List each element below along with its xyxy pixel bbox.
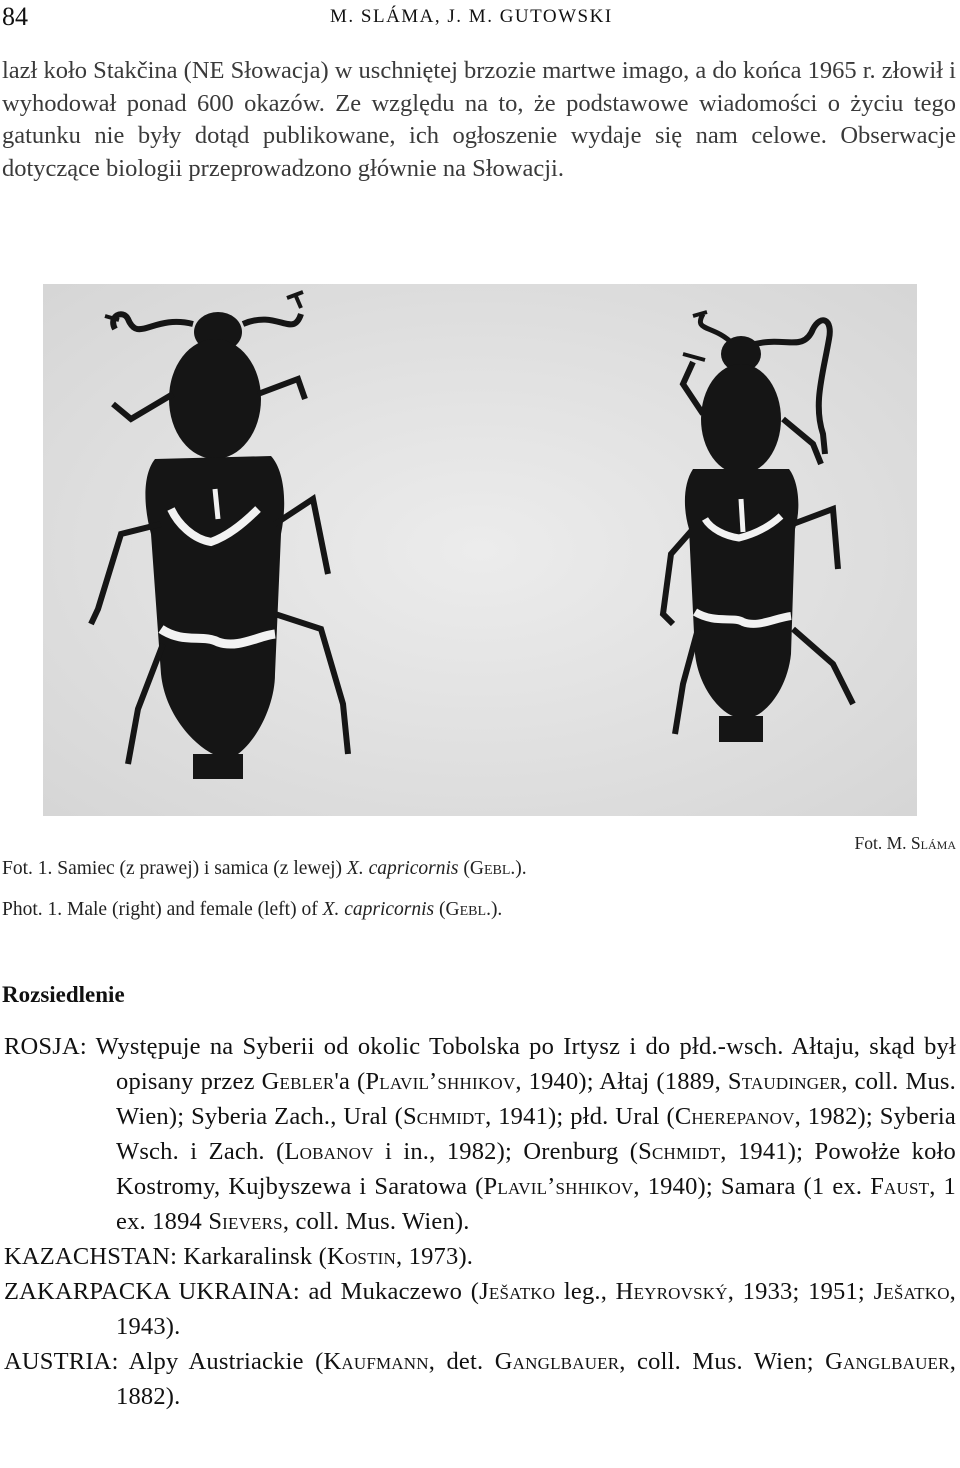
distribution-entry xyxy=(4,1239,956,1274)
entry-text: AUSTRIA: Alpy Austriackie ( xyxy=(4,1348,324,1375)
caption-pl-text: Samiec (z prawej) i samica (z lewej) xyxy=(57,858,343,879)
photo-credit-name: Sláma xyxy=(910,833,956,853)
author-name: Cherepanov xyxy=(674,1103,795,1130)
distribution-list xyxy=(4,1029,956,1414)
author-name: Heyrovský xyxy=(615,1278,728,1305)
caption-pl-author-open: ( xyxy=(463,858,470,879)
entry-text: , 1933; 1951; xyxy=(727,1278,874,1305)
entry-text: , det. xyxy=(428,1348,495,1375)
running-head-authors: M. SLÁMA, J. M. GUTOWSKI xyxy=(330,6,613,27)
page-header xyxy=(0,0,960,40)
entry-text: leg., xyxy=(555,1278,616,1305)
caption-pl-author-close: .). xyxy=(510,858,527,879)
caption-en-label: Phot. 1. xyxy=(2,899,63,920)
author-name: Plavil’shhikov xyxy=(365,1068,516,1095)
entry-text: ROSJA: Występuje na Syberii od okolic Tobolska po Irtysz i do płd.-wsch. Ałtaju, skąd był opisany przez xyxy=(4,1033,956,1095)
caption-en-species: X. capricornis xyxy=(322,899,435,920)
author-name: Staudinger xyxy=(727,1068,842,1095)
entry-text: , 1941); płd. Ural ( xyxy=(485,1103,675,1130)
caption-en-author-close: .). xyxy=(486,899,503,920)
author-name: Kostin xyxy=(327,1243,396,1270)
author-name: Faust xyxy=(870,1173,930,1200)
intro-paragraph xyxy=(2,55,956,185)
author-name: Schmidt xyxy=(638,1138,721,1165)
author-name: Ješatko xyxy=(873,1278,950,1305)
author-name: Ganglbauer xyxy=(825,1348,950,1375)
photo-credit-prefix: Fot. M. xyxy=(854,833,907,853)
intro-text: lazł koło Stakčina (NE Słowacja) w uschniętej brzozie martwe imago, a do końca 1965 r. złowił i wyhodował ponad 600 okazów. Ze względu na to, że podstawowe wiadomości o życiu tego gatunku nie były dotąd publikowane, ich ogłoszenie wydaje się nam celowe. Obserwacje dotyczące biologii przeprowadzono głównie na Słowacji. xyxy=(2,57,956,182)
author-name: Plavil’shhikov xyxy=(483,1173,634,1200)
entry-text: , coll. Mus. Wien); Syberia Zach., Ural ( xyxy=(116,1068,956,1130)
entry-text: , 1940); Samara (1 ex. xyxy=(633,1173,871,1200)
entry-text: ZAKARPACKA UKRAINA: ad Mukaczewo ( xyxy=(4,1278,480,1305)
entry-text: , 1882). xyxy=(116,1348,957,1410)
beetle-specimens-illustration xyxy=(43,284,917,816)
author-name: Ješatko xyxy=(479,1278,556,1305)
entry-text: , coll. Mus. Wien; xyxy=(619,1348,826,1375)
caption-en-author-open: ( xyxy=(439,899,446,920)
figure-caption-english xyxy=(2,899,502,921)
page-number: 84 xyxy=(2,2,28,31)
figure-caption-polish xyxy=(2,858,527,880)
author-name: Gebler xyxy=(261,1068,335,1095)
distribution-entry xyxy=(4,1029,956,1239)
author-name: Ganglbauer xyxy=(494,1348,620,1375)
entry-text: , 1973). xyxy=(396,1243,474,1270)
distribution-entry xyxy=(4,1274,956,1344)
caption-pl-species: X. capricornis xyxy=(346,858,459,879)
photo-credit xyxy=(855,833,956,854)
caption-pl-author: Gebl xyxy=(469,858,511,879)
caption-en-text: Male (right) and female (left) of xyxy=(67,899,318,920)
entry-text: , 1943). xyxy=(116,1278,956,1340)
entry-text: , 1 ex. 1894 xyxy=(116,1173,957,1235)
entry-text: , 1940); Ałtaj (1889, xyxy=(515,1068,728,1095)
entry-text: KAZACHSTAN: Karkaralinsk ( xyxy=(4,1243,328,1270)
beetle-photograph xyxy=(43,284,917,816)
distribution-entry xyxy=(4,1344,956,1414)
author-name: Lobanov xyxy=(284,1138,374,1165)
author-name: Schmidt xyxy=(402,1103,486,1130)
caption-en-author: Gebl xyxy=(445,899,487,920)
entry-text: , 1982); Syberia Wsch. i Zach. ( xyxy=(116,1103,957,1165)
entry-text: i in., 1982); Orenburg ( xyxy=(373,1138,639,1165)
entry-text: , coll. Mus. Wien). xyxy=(282,1208,470,1235)
entry-text: , 1941); Powołże koło Kostromy, Kujbyszewa i Saratowa ( xyxy=(116,1138,956,1200)
caption-pl-label: Fot. 1. xyxy=(2,858,53,879)
section-heading: Rozsiedlenie xyxy=(2,982,125,1007)
author-name: Sievers xyxy=(208,1208,283,1235)
author-name: Kaufmann xyxy=(323,1348,429,1375)
entry-text: 'a ( xyxy=(334,1068,366,1095)
